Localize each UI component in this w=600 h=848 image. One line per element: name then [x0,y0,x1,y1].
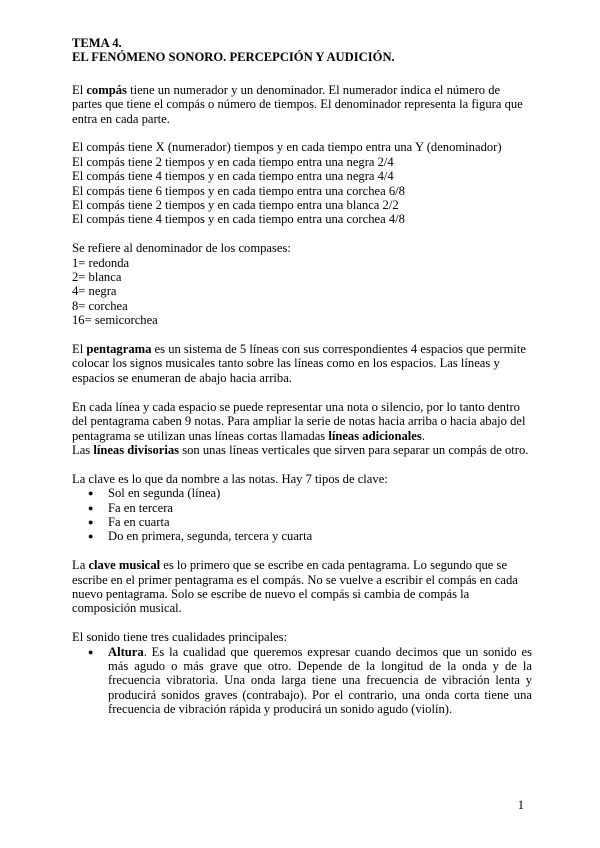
term-pentagrama: pentagrama [86,342,152,357]
list-item: El compás tiene 4 tiempos y en cada tiempo entra una corchea 4/8 [72,212,405,227]
clave-list [72,486,532,544]
term-compas: compás [86,82,127,97]
list-item: 8= corchea [72,298,128,313]
list-item: ● Altura. Es la cualidad que queremos expresar cuando decimos que un sonido es más agudo o más grave que otro. Depende de la longitud de la onda y de la frecuencia vibratoria. Una onda larga tiene una frecuencia de vibración lenta y producirá sonidos graves (contrabajo). Por el contrario, una onda corta tiene una frecuencia de vibración rápida y producirá un sonido agudo (violín). [72,645,532,717]
paragraph-lineas-adicionales: En cada línea y cada espacio se puede representar una nota o silencio, por lo tanto dentro del pentagrama caben 9 notas. Para ampliar la serie de notas hacia arriba o hacia abajo del pentagrama se utilizan unas líneas cortas llamadas líneas adicionales. [72,399,526,443]
term-lineas-adicionales: líneas adicionales [328,428,422,443]
list-item: El compás tiene 2 tiempos y en cada tiempo entra una negra 2/4 [72,154,394,169]
topic-title: EL FENÓMENO SONORO. PERCEPCIÓN Y AUDICIÓN. [72,50,395,65]
compas-list [72,140,532,226]
list-item: 4= negra [72,284,117,299]
paragraph-clave-musical: La clave musical es lo primero que se escribe en cada pentagrama. Lo segundo que se escribe en el primer pentagrama es el compás. No se vuelve a escribir el compás en cada nuevo pentagrama. Solo se escribe de nuevo el compás si cambia de compás la composición musical. [72,558,518,616]
list-item: 2= blanca [72,270,122,285]
term-lineas-divisorias: líneas divisorias [93,442,180,457]
topic-number: TEMA 4. [72,36,122,50]
denominador-list [72,256,532,328]
list-item: El compás tiene 4 tiempos y en cada tiempo entra una negra 4/4 [72,169,394,184]
term-clave-musical: clave musical [88,558,161,573]
sonido-intro: El sonido tiene tres cualidades principales: [72,630,288,645]
list-item: 1= redonda [72,255,130,270]
paragraph-lineas-divisorias: Las líneas divisorias son unas líneas verticales que sirven para separar un compás de otro. [72,442,529,457]
list-item: 16= semicorchea [72,313,158,328]
list-item: El compás tiene X (numerador) tiempos y en cada tiempo entra una Y (denominador) [72,140,502,155]
list-item: ● Sol en segunda (línea) [72,486,532,500]
list-item: ● Fa en cuarta [72,515,532,529]
list-item: ● Fa en tercera [72,501,532,515]
paragraph-compas: El compás tiene un numerador y un denominador. El numerador indica el número de partes que tiene el compás o número de tiempos. El denominador representa la figura que entra en cada parte. [72,82,523,126]
cualidades-list [72,645,532,717]
term-altura: Altura [108,644,144,659]
document-body [72,36,532,717]
list-item: ● Do en primera, segunda, tercera y cuarta [72,529,532,543]
denominador-intro: Se refiere al denominador de los compases: [72,241,291,256]
clave-intro: La clave es lo que da nombre a las notas. Hay 7 tipos de clave: [72,471,388,486]
list-item: El compás tiene 2 tiempos y en cada tiempo entra una blanca 2/2 [72,198,399,213]
paragraph-pentagrama: El pentagrama es un sistema de 5 líneas con sus correspondientes 4 espacios que permite colocar los signos musicales tanto sobre las líneas como en los espacios. Las líneas y espacios se enumeran de abajo hacia arriba. [72,342,526,385]
page-number: 1 [517,798,524,812]
list-item: El compás tiene 6 tiempos y en cada tiempo entra una corchea 6/8 [72,183,405,198]
